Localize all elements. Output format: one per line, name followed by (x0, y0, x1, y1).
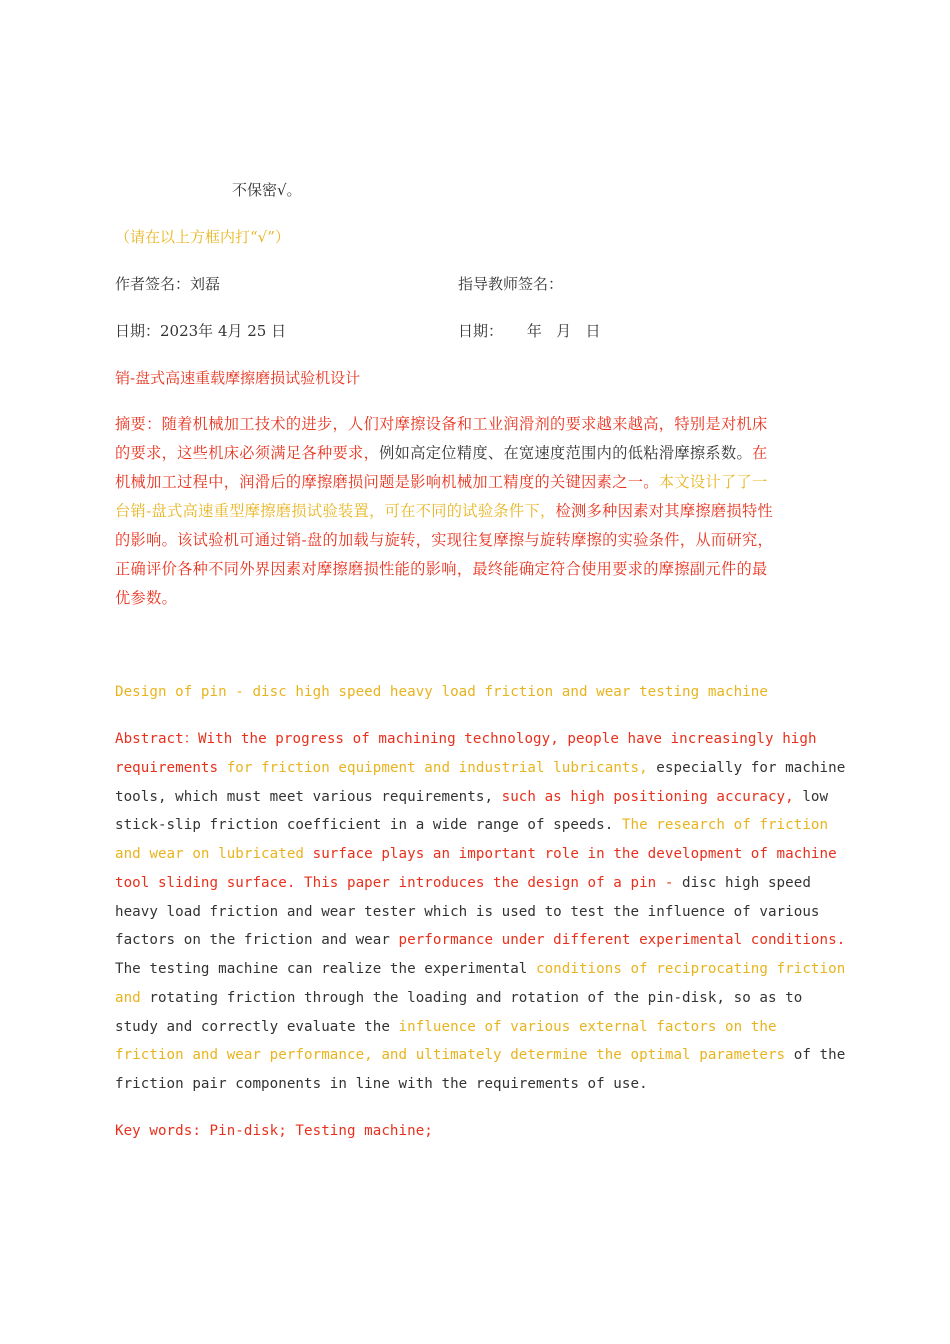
abstract-cn-run: 本文设计了了一 (658, 473, 768, 491)
abstract-en-run: The research of friction (621, 817, 829, 834)
abstract-cn-line (115, 584, 831, 613)
keywords: Key words: Pin-disk; Testing machine; (115, 1123, 433, 1139)
abstract-cn-line (115, 497, 831, 526)
abstract-en-run: conditions of reciprocating friction (536, 961, 846, 977)
author-signature: 作者签名：刘磊 (115, 275, 221, 293)
abstract-en-run: especially for machine (647, 759, 846, 776)
advisor-date: 日期： 年 月 日 (458, 322, 601, 340)
english-title: Design of pin - disc high speed heavy load friction and wear testing machine (115, 684, 768, 700)
abstract-cn-run: 优参数。 (115, 589, 178, 607)
abstract-cn-line (115, 555, 831, 584)
abstract-cn-run: 摘要：随着机械加工技术的进步，人们对摩擦设备和工业润滑剂的要求越来越高，特别是对机床 (115, 415, 768, 433)
abstract-en-run: performance under different experimental conditions. (398, 932, 846, 949)
abstract-en-run: friction pair components in line with the requirements of use. (115, 1076, 648, 1092)
checkbox-instruction: （请在以上方框内打“√”） (115, 228, 290, 246)
abstract-en-line (115, 959, 845, 979)
abstract-en-run: such as high positioning accuracy, (501, 788, 794, 805)
abstract-cn-line (115, 526, 831, 555)
abstract-en-run: surface plays an important role in the development of machine (312, 846, 837, 862)
abstract-en-run: disc high speed (673, 874, 811, 891)
chinese-title: 销-盘式高速重载摩擦磨损试验机设计 (115, 369, 361, 387)
advisor-signature: 指导教师签名： (458, 275, 564, 293)
abstract-cn-run: 台销-盘式高速重型摩擦磨损试验装置，可在不同的试验条件下， (115, 502, 556, 520)
abstract-en-run: The testing machine can realize the experimental (115, 961, 536, 977)
abstract-en-run: influence of various external factors on the (398, 1018, 777, 1035)
abstract-en-line (115, 729, 817, 749)
author-date: 日期：2023年 4月 25 日 (115, 322, 287, 340)
abstract-cn-run: 正确评价各种不同外界因素对摩擦磨损性能的影响，最终能确定符合使用要求的摩擦副元件的最 (115, 560, 768, 578)
abstract-en-run: tool sliding surface. This paper introduces the design of a pin - (115, 874, 674, 891)
abstract-cn-run: 例如高定位精度、在宽速度范围内的低粘滑摩擦系数。 (379, 444, 753, 462)
abstract-en-run: requirements (115, 759, 227, 776)
abstract-en-run: factors on the friction and wear (115, 932, 399, 949)
abstract-en-line (115, 988, 802, 1008)
abstract-cn-line (115, 439, 831, 468)
abstract-en-run: heavy load friction and wear tester which is used to test the influence of various (115, 903, 820, 920)
abstract-cn-run: 的影响。该试验机可通过销-盘的加载与旋转，实现往复摩擦与旋转摩擦的实验条件，从而研究， (115, 531, 774, 549)
abstract-en-run: of the (785, 1047, 846, 1064)
abstract-en-run: stick-slip friction coefficient in a wide range of speeds. (115, 817, 622, 834)
abstract-cn-line (115, 468, 831, 497)
abstract-en-line (115, 1017, 777, 1037)
abstract-cn-run: 在 (752, 444, 768, 462)
abstract-en-line (115, 787, 828, 807)
abstract-en-line (115, 873, 811, 893)
abstract-en-run: for friction equipment and industrial lubricants, (226, 759, 648, 776)
abstract-cn-line (115, 410, 831, 439)
abstract-cn-run: 检测多种因素对其摩擦磨损特性 (555, 502, 774, 520)
abstract-en-run: and wear on lubricated (115, 846, 313, 862)
abstract-en-run: tools, which must meet various requirements, (115, 788, 502, 805)
abstract-en-run: study and correctly evaluate the (115, 1018, 399, 1035)
abstract-cn-run: 的要求，这些机床必须满足各种要求， (115, 444, 380, 462)
abstract-en-run: Abstract：With the progress of machining technology, people have increasingly high (115, 731, 817, 747)
abstract-en-line (115, 815, 828, 835)
abstract-en-line (115, 1045, 845, 1065)
abstract-cn-run: 机械加工过程中，润滑后的摩擦磨损问题是影响机械加工精度的关键因素之一。 (115, 473, 659, 491)
abstract-en-line (115, 758, 845, 778)
abstract-en-line (115, 1074, 648, 1094)
abstract-en-line (115, 930, 845, 950)
abstract-en-line (115, 844, 837, 864)
abstract-en-run: friction and wear performance, and ultimately determine the optimal parameters (115, 1047, 786, 1064)
abstract-en-line (115, 902, 820, 922)
not-secret-statement: 不保密√。 (232, 181, 302, 199)
abstract-en-run: rotating friction through the loading and rotation of the pin-disk, so as to (140, 989, 803, 1006)
abstract-en-run: low (793, 788, 829, 805)
chinese-abstract (115, 410, 831, 613)
abstract-en-run: and (115, 989, 141, 1006)
